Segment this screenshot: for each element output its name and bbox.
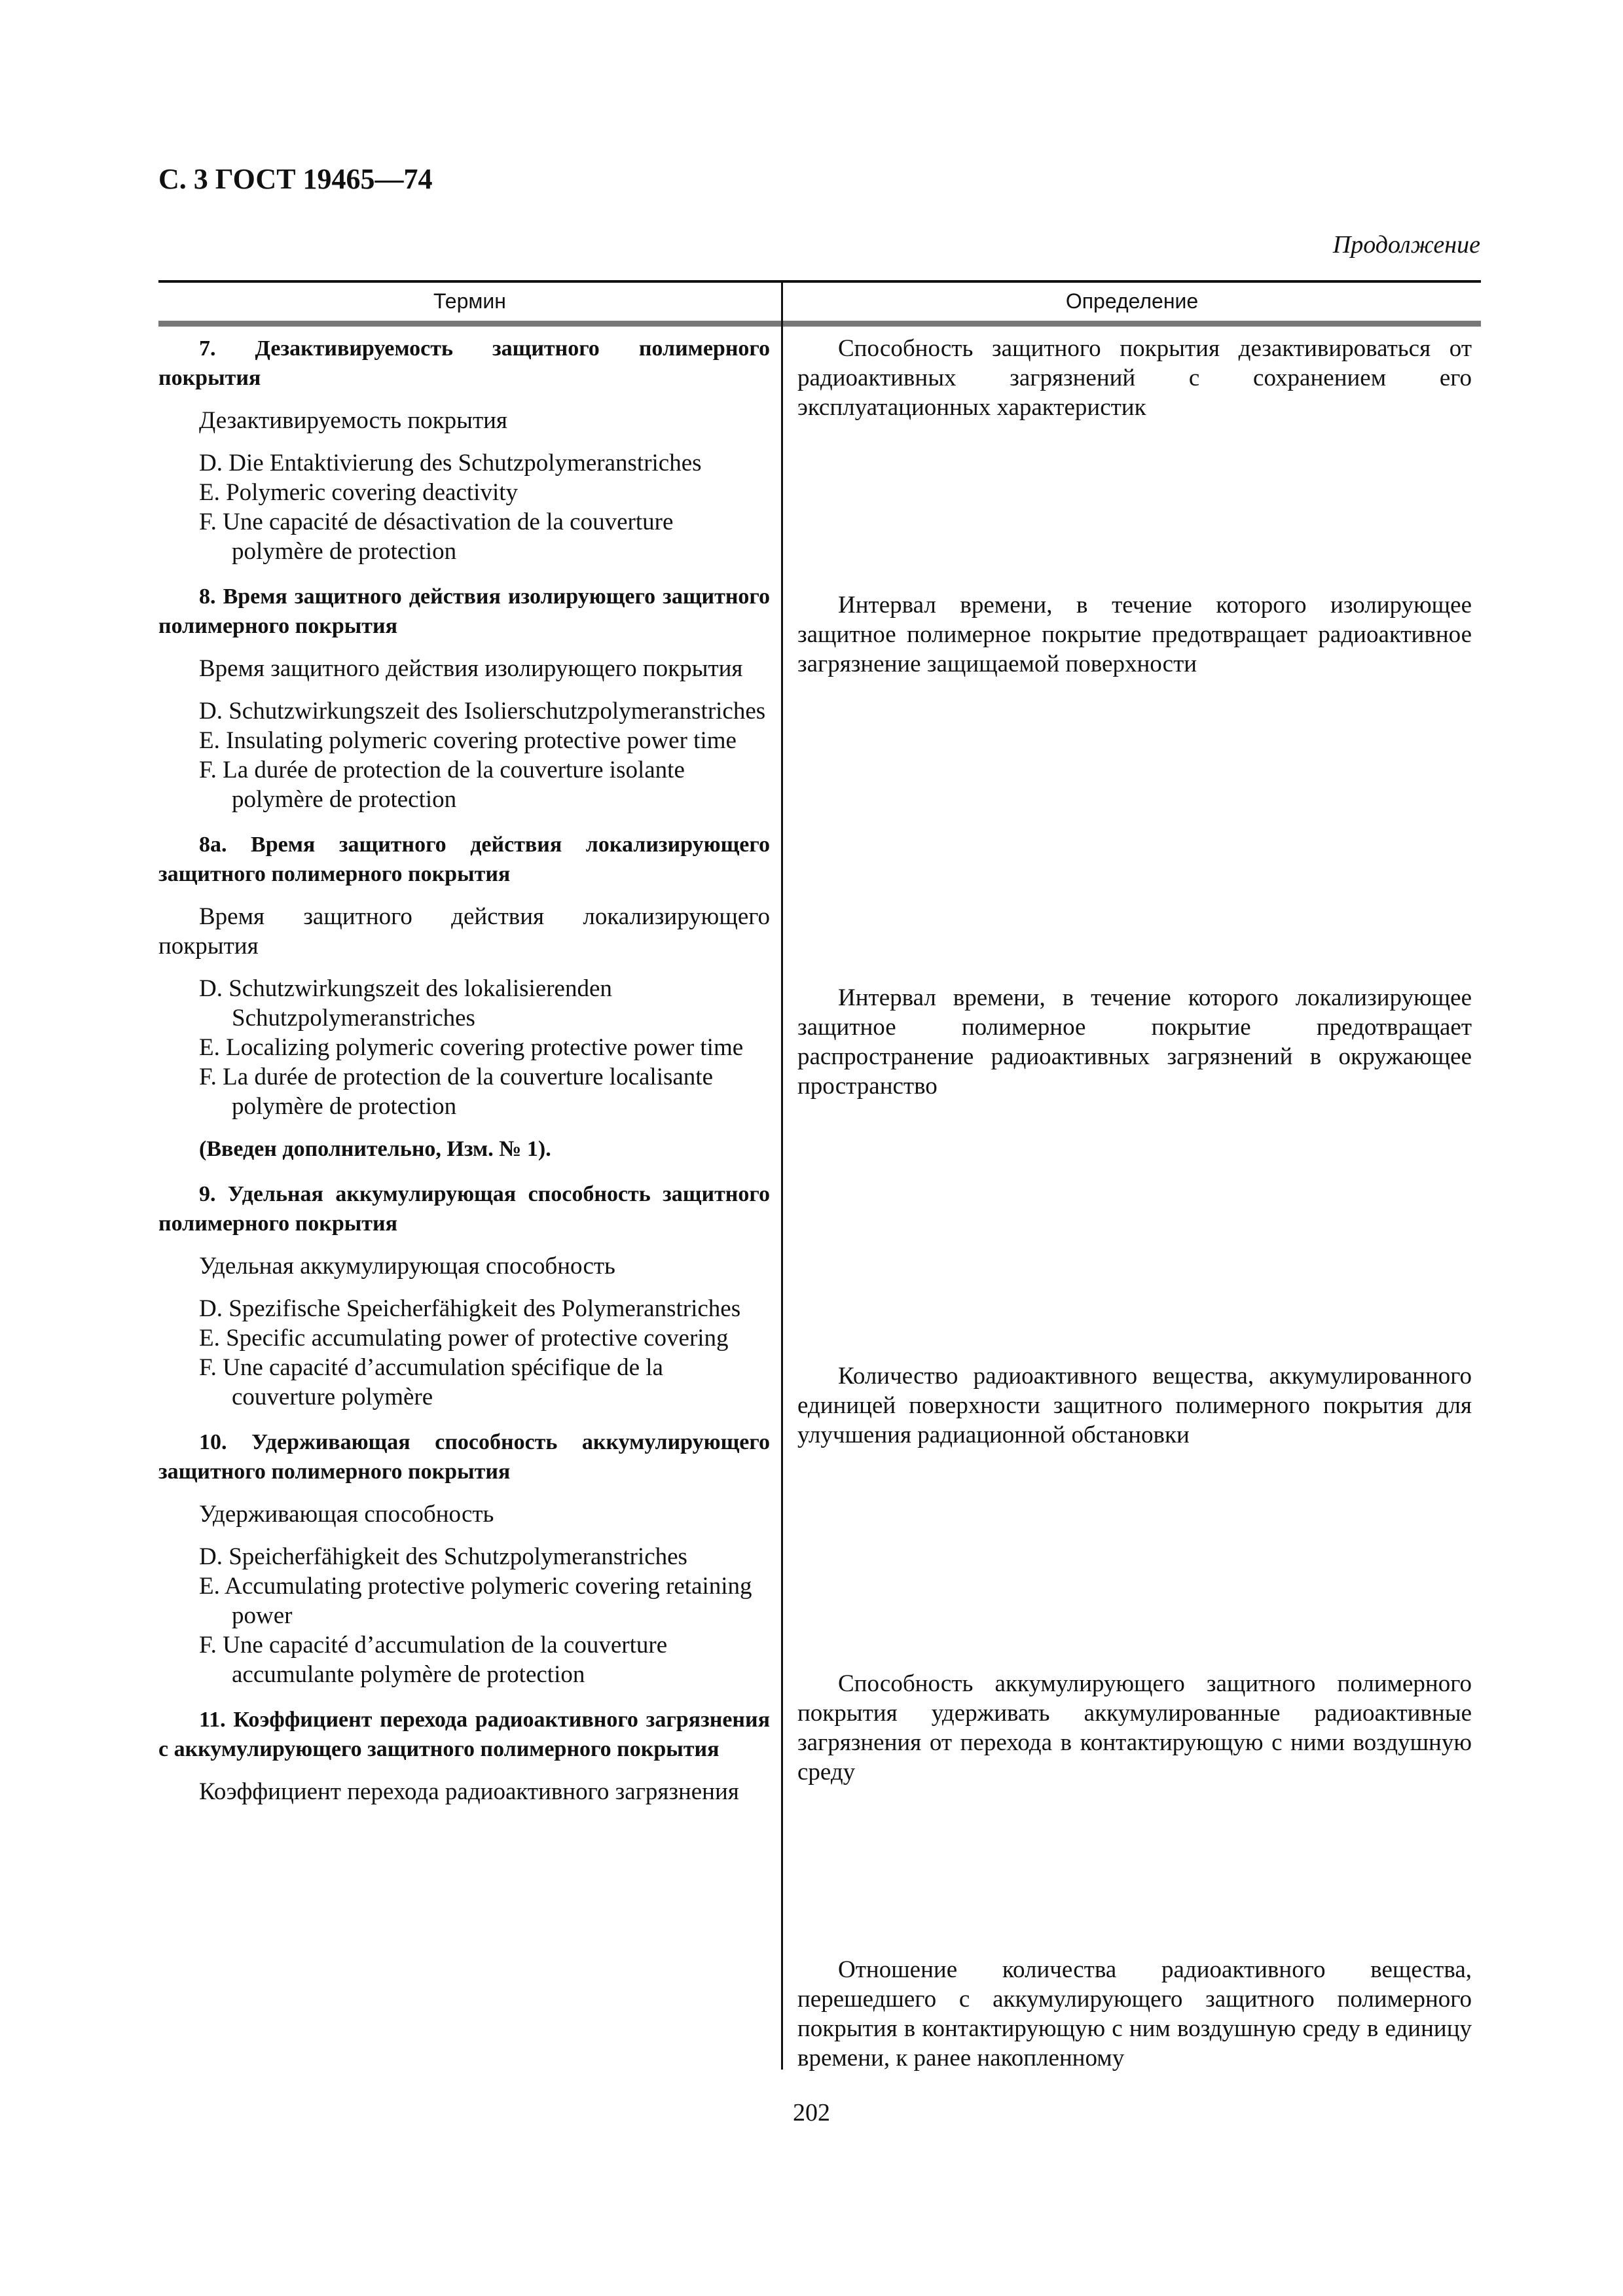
page-number: 202	[793, 2099, 830, 2126]
column-divider	[781, 280, 783, 2070]
term-title: 8а. Время защитного действия локализирующего защитного полимерного покрытия	[158, 833, 770, 886]
term-entry	[158, 1427, 770, 1689]
term-english: E. Localizing polymeric covering protective power time	[199, 1034, 744, 1061]
amendment-note: (Введен дополнительно, Изм. № 1).	[199, 1137, 551, 1161]
continuation-label: Продолжение	[1332, 231, 1480, 259]
term-french: F. La durée de protection de la couverture localisante polymère de protection	[199, 1064, 714, 1120]
term-french: F. Une capacité de désactivation de la couverture polymère de protection	[199, 509, 674, 565]
definition-text: Способность аккумулирующего защитного полимерного покрытия удерживать аккумулированные радиоактивные загрязнения от перехода в контактирующую с ними воздушную среду	[797, 1670, 1472, 1785]
definition-text: Отношение количества радиоактивного вещества, перешедшего с аккумулирующего защитного полимерного покрытия в контактирующую с ним воздушную среду в единицу времени, к ранее накопленному	[797, 1956, 1472, 2072]
table-header-rule	[158, 321, 1481, 327]
term-entry	[158, 1179, 770, 1412]
term-german: D. Schutzwirkungszeit des lokalisierenden Schutzpolymeranstriches	[199, 975, 612, 1031]
term-english: E. Insulating polymeric covering protective power time	[199, 727, 737, 754]
page-header: С. 3 ГОСТ 19465—74	[158, 163, 433, 195]
term-short-form: Дезактивируемость покрытия	[199, 407, 507, 434]
term-short-form: Время защитного действия изолирующего покрытия	[199, 655, 743, 682]
term-foreign-equivalents	[158, 448, 770, 566]
term-german: D. Speicherfähigkeit des Schutzpolymeranstriches	[199, 1543, 687, 1570]
column-header-definition: Определение	[1065, 289, 1199, 313]
definition-text: Интервал времени, в течение которого изолирующее защитное полимерное покрытие предотвращает радиоактивное загрязнение защищаемой поверхности	[797, 592, 1472, 677]
term-short-form: Удельная аккумулирующая способность	[199, 1253, 615, 1280]
term-foreign-equivalents	[158, 1542, 770, 1689]
term-column	[158, 334, 770, 1806]
term-english: E. Specific accumulating power of protective covering	[199, 1325, 729, 1352]
terms-table	[158, 280, 1481, 2070]
term-foreign-equivalents	[158, 696, 770, 814]
definition-text: Способность защитного покрытия дезактивироваться от радиоактивных загрязнений с сохранением его эксплуатационных характеристик	[797, 335, 1472, 421]
term-title: 11. Коэффициент перехода радиоактивного загрязнения с аккумулирующего защитного полимерного покрытия	[158, 1708, 770, 1761]
term-german: D. Schutzwirkungszeit des Isolierschutzpolymeranstriches	[199, 698, 766, 725]
term-entry	[158, 582, 770, 814]
term-french: F. Une capacité d’accumulation de la couverture accumulante polymère de protection	[199, 1632, 668, 1688]
term-short-form: Коэффициент перехода радиоактивного загрязнения	[199, 1778, 739, 1805]
term-entry	[158, 334, 770, 566]
term-title: 9. Удельная аккумулирующая способность защитного полимерного покрытия	[158, 1182, 770, 1236]
term-foreign-equivalents	[158, 974, 770, 1121]
term-english: E. Polymeric covering deactivity	[199, 479, 519, 506]
term-title: 8. Время защитного действия изолирующего защитного полимерного покрытия	[158, 584, 770, 638]
term-entry	[158, 1705, 770, 1806]
term-entry	[158, 830, 770, 1164]
term-english: E. Accumulating protective polymeric covering retaining power	[199, 1573, 752, 1629]
table-top-rule	[158, 280, 1481, 283]
term-german: D. Die Entaktivierung des Schutzpolymeranstriches	[199, 450, 702, 476]
definition-text: Интервал времени, в течение которого локализирующее защитное полимерное покрытие предотвращает распространение радиоактивных загрязнений в окружающее пространство	[797, 984, 1472, 1100]
term-short-form: Удерживающая способность	[199, 1501, 494, 1528]
term-german: D. Spezifische Speicherfähigkeit des Polymeranstriches	[199, 1295, 741, 1322]
definition-text: Количество радиоактивного вещества, аккумулированного единицей поверхности защитного полимерного покрытия для улучшения радиационной обстановки	[797, 1363, 1472, 1448]
term-french: F. La durée de protection de la couverture isolante polymère de protection	[199, 757, 685, 813]
term-short-form: Время защитного действия локализирующего покрытия	[158, 903, 770, 960]
term-title: 7. Дезактивируемость защитного полимерного покрытия	[158, 336, 770, 390]
term-french: F. Une capacité d’accumulation spécifique de la couverture polymère	[199, 1354, 663, 1410]
term-title: 10. Удерживающая способность аккумулирующего защитного полимерного покрытия	[158, 1430, 770, 1484]
column-header-term: Термин	[433, 289, 506, 313]
term-foreign-equivalents	[158, 1294, 770, 1412]
